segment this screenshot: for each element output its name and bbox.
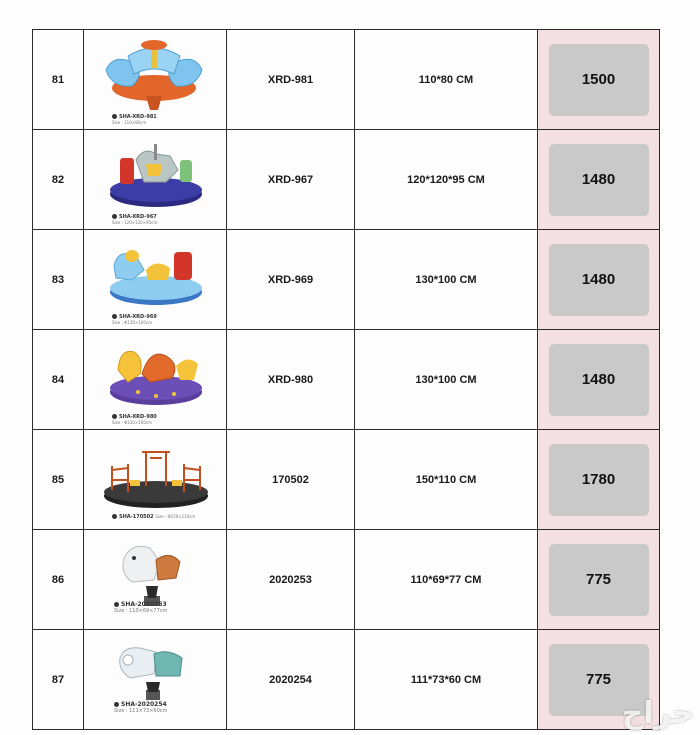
watermark-logo: حراج — [621, 696, 694, 731]
item-number: 84 — [33, 330, 84, 430]
table-row — [33, 30, 660, 130]
table-row — [33, 430, 660, 530]
dimensions: 130*100 CM — [355, 230, 538, 330]
image-caption-size: Size : Φ130×100cm — [112, 320, 152, 325]
horse-rocker-carousel-image — [84, 130, 226, 229]
image-caption: SHA-XRD-967 — [119, 214, 157, 220]
product-image-cell — [84, 430, 227, 530]
model-code: 170502 — [227, 430, 355, 530]
dimensions: 110*80 CM — [355, 30, 538, 130]
model-code: XRD-969 — [227, 230, 355, 330]
product-image-cell — [84, 30, 227, 130]
metal-carousel-image — [84, 430, 226, 529]
price-cell — [538, 130, 660, 230]
spring-rider-image — [84, 530, 226, 629]
product-image-cell — [84, 530, 227, 630]
image-caption: SHA-2020253 — [121, 601, 167, 608]
duck-rocker-carousel-image — [84, 230, 226, 329]
dimensions: 120*120*95 CM — [355, 130, 538, 230]
motorbike-spring-rider-image — [84, 630, 226, 729]
image-caption-size: Size : Φ150×110cm — [155, 514, 196, 519]
product-image-cell — [84, 330, 227, 430]
product-image-cell — [84, 130, 227, 230]
item-number: 81 — [33, 30, 84, 130]
image-caption-size: Size : 120×120×95cm — [112, 220, 158, 225]
merry-go-round-image — [84, 30, 226, 129]
model-code: XRD-981 — [227, 30, 355, 130]
model-code: 2020253 — [227, 530, 355, 630]
item-number: 85 — [33, 430, 84, 530]
price-badge: 1480 — [549, 144, 649, 216]
image-caption-size: Size : 110×69×77cm — [114, 608, 168, 614]
price-cell — [538, 230, 660, 330]
item-number: 82 — [33, 130, 84, 230]
price-badge: 1480 — [549, 344, 649, 416]
image-caption-size: Size : Φ130×100cm — [112, 420, 152, 425]
price-badge: 1480 — [549, 244, 649, 316]
product-table — [32, 29, 660, 730]
image-caption: SHA-170502 — [119, 514, 154, 520]
price-cell — [538, 430, 660, 530]
image-caption: SHA-XRD-969 — [119, 314, 157, 320]
dimensions: 130*100 CM — [355, 330, 538, 430]
model-code: XRD-980 — [227, 330, 355, 430]
table-row — [33, 630, 660, 730]
price-cell — [538, 30, 660, 130]
table-row — [33, 230, 660, 330]
price-badge: 1780 — [549, 444, 649, 516]
price-badge: 1500 — [549, 44, 649, 116]
price-badge: 775 — [549, 544, 649, 616]
image-caption: SHA-XRD-980 — [119, 414, 157, 420]
image-caption: SHA-2020254 — [121, 701, 167, 708]
image-caption: SHA-XRD-981 — [119, 114, 157, 120]
model-code: XRD-967 — [227, 130, 355, 230]
table-row — [33, 530, 660, 630]
price-badge: 775 — [549, 644, 649, 716]
product-image-cell — [84, 230, 227, 330]
price-cell — [538, 330, 660, 430]
dimensions: 111*73*60 CM — [355, 630, 538, 730]
dimensions: 150*110 CM — [355, 430, 538, 530]
item-number: 87 — [33, 630, 84, 730]
seahorse-duck-carousel-image — [84, 330, 226, 429]
price-cell — [538, 530, 660, 630]
product-image-cell — [84, 630, 227, 730]
table-row — [33, 330, 660, 430]
item-number: 86 — [33, 530, 84, 630]
image-caption-size: Size : 110×80cm — [112, 120, 147, 125]
table-row — [33, 130, 660, 230]
image-caption-size: Size : 111×73×60cm — [114, 708, 168, 714]
item-number: 83 — [33, 230, 84, 330]
dimensions: 110*69*77 CM — [355, 530, 538, 630]
model-code: 2020254 — [227, 630, 355, 730]
